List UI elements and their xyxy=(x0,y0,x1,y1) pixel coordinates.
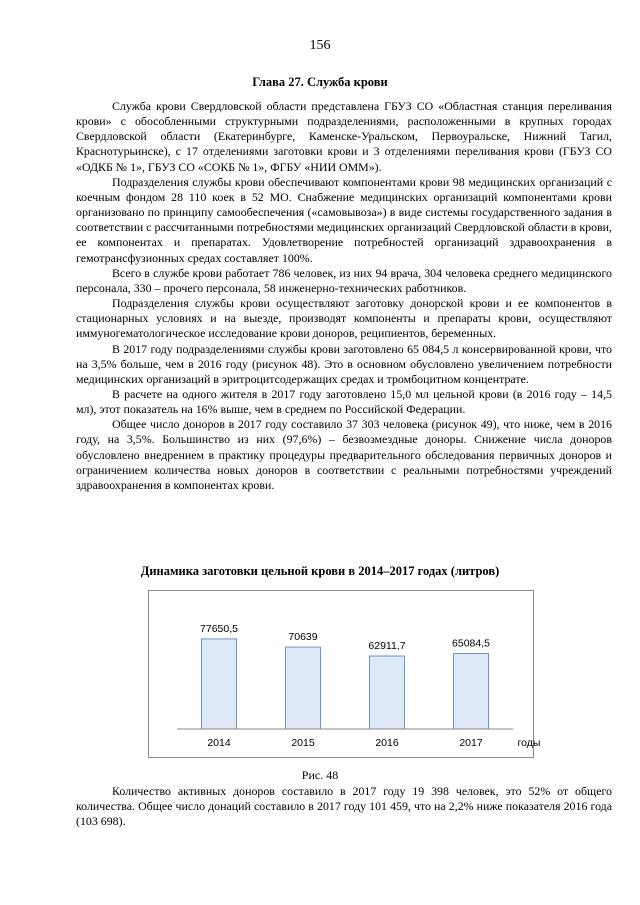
x-tick-label: 2014 xyxy=(207,737,231,749)
x-tick-label: 2015 xyxy=(291,737,315,749)
data-label: 65084,5 xyxy=(452,637,490,650)
paragraph: Подразделения службы крови обеспечивают компонентами крови 98 медицинских организаций с коечным фондом 28 110 коек в 52 МО. Снабжение медицинских организаций компонентами крови организовано по принципу самообеспечения («самовывоза») в виде системы государственного задания в соответствии с рассчитанными потребностями медицинских организаций Свердловской области в крови, ее компонентах и препаратах. Удовлетворение потребностей организаций здравоохранения в гемотрансфузионных средах составляет 100%. xyxy=(76,174,612,265)
paragraph: Служба крови Свердловской области представлена ГБУЗ СО «Областная станция переливания крови» с обособленными структурными подразделениями, расположенными в крупных городах Свердловской области (Екатеринбурге, Каменске-Уральском, Первоуральске, Нижний Тагил, Краснотурьинске), с 17 отделениями заготовки крови и 3 отделениями переливания крови (ГБУЗ СО «ОДКБ № 1», ГБУЗ СО «СОКБ № 1», ФГБУ «НИИ ОММ»). xyxy=(76,99,612,174)
chapter-title: Глава 27. Служба крови xyxy=(252,75,388,89)
figure-caption: Рис. 48 xyxy=(301,768,339,782)
paragraph: Всего в службе крови работает 786 человек, из них 94 врача, 304 человека среднего медицинского персонала, 330 – прочего персонала, 58 инженерно-технических работников. xyxy=(76,265,612,295)
bar xyxy=(370,656,405,729)
paragraph: В расчете на одного жителя в 2017 году заготовлено 15,0 мл цельной крови (в 2016 году – 14,5 мл), этот показатель на 16% выше, чем в среднем по Российской Федерации. xyxy=(76,386,612,417)
x-tick-label: 2017 xyxy=(459,737,483,749)
data-label: 62911,7 xyxy=(368,640,406,653)
paragraph: Количество активных доноров составило в 2017 году 19 398 человек, это 52% от общего количества. Общее число донаций составило в 2017 году 101 459, что на 2,2% ниже показателя 2016 года (103 698). xyxy=(76,784,612,829)
data-label: 77650,5 xyxy=(200,622,238,635)
x-tick-label: 2016 xyxy=(375,737,399,749)
paragraph: Подразделения службы крови осуществляют заготовку донорской крови и ее компонентов в стационарных условиях и на выезде, производят компоненты и препараты крови, осуществляют иммуногематологическое исследование крови доноров, реципиентов, беременных. xyxy=(76,296,612,341)
page-number: 156 xyxy=(309,38,331,53)
paragraph: Общее число доноров в 2017 году составило 37 303 человека (рисунок 49), что ниже, чем в 2016 году, на 3,5%. Большинство из них (97,6%) – безвозмездные доноры. Снижение числа доноров обусловлено внедрением в практику процедуры предварительного обследования первичных доноров и ограничением количества новых доноров в соответствии с реальными потребностями учреждений здравоохранения в компонентах крови. xyxy=(76,417,612,492)
bar-chart xyxy=(149,591,541,757)
body-text xyxy=(76,99,612,493)
x-axis-label: годы xyxy=(517,737,541,749)
paragraph: В 2017 году подразделениями службы крови заготовлено 65 084,5 л консервированной крови, что на 3,5% больше, чем в 2016 году (рисунок 48). Это в основном обусловлено увеличением потребности медицинских организаций в эритроцитсодержащих средах и тромбоцитном концентрате. xyxy=(76,341,612,386)
chart-title: Динамика заготовки цельной крови в 2014–2017 годах (литров) xyxy=(140,564,500,578)
data-label: 70639 xyxy=(288,631,318,644)
bottom-text xyxy=(76,784,612,829)
chart-frame xyxy=(148,590,541,758)
bar xyxy=(202,639,237,729)
bar xyxy=(286,647,321,729)
bar xyxy=(454,654,489,729)
